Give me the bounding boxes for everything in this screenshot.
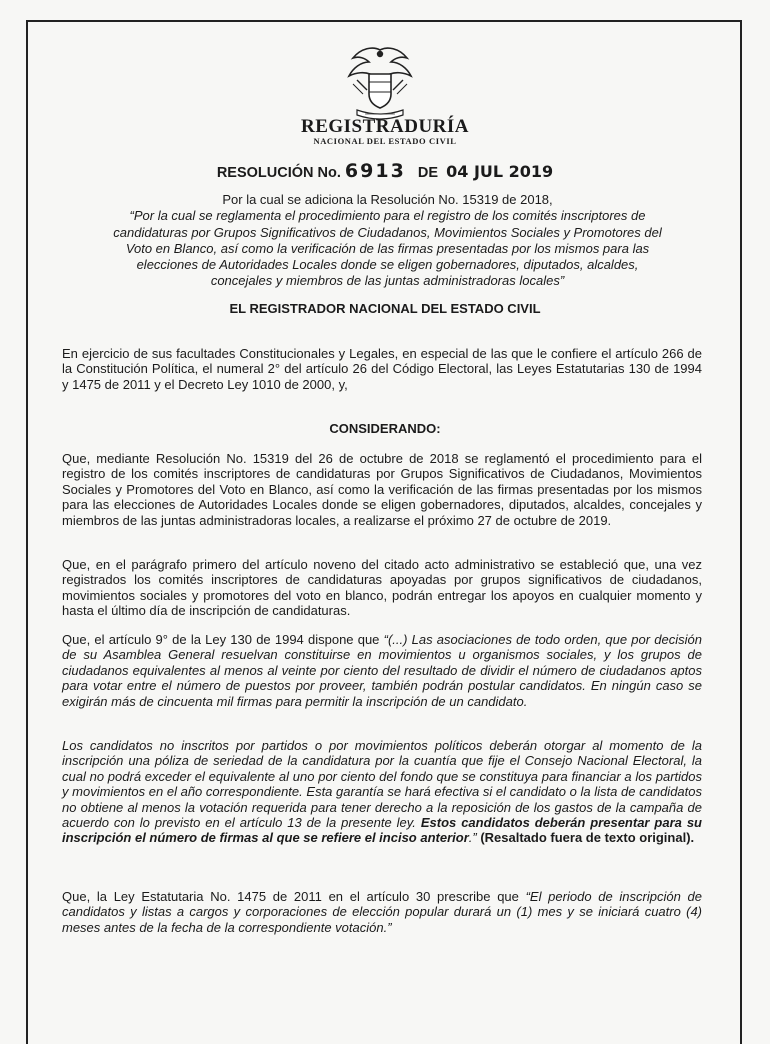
preamble-paragraph: En ejercicio de sus facultades Constitucionales y Legales, en especial de las que le confiere el artículo 266 de la Constitución Política, el numeral 2° del artículo 26 del Código Electoral, las Leyes Estatutarias 130 de 1994 y 1475 de 2011 y el Decreto Ley 1010 de 2000, y, <box>62 346 702 392</box>
resolution-date: 04 JUL 2019 <box>446 162 554 181</box>
resolution-line <box>0 160 770 182</box>
paragraph-3-intro: Que, el artículo 9° de la Ley 130 de 1994 dispone que <box>62 632 380 647</box>
paragraph-3 <box>62 632 702 709</box>
resolution-number: 6913 <box>344 160 406 182</box>
subject-intro: Por la cual se adiciona la Resolución No. 15319 de 2018, <box>222 192 553 207</box>
paragraph-4-bold: Estos candidatos deberán presentar para su inscripción el número de firmas al que se refiere el inciso anterior <box>62 815 702 846</box>
considerando-heading: CONSIDERANDO: <box>329 421 441 436</box>
issuer-heading: EL REGISTRADOR NACIONAL DEL ESTADO CIVIL <box>229 301 541 316</box>
paragraph-5-quote: “El periodo de inscripción de candidatos y listas a cargos y corporaciones de elección popular durará un (1) mes y se iniciará cuatro (4) meses antes de la fecha de la correspondiente votación.” <box>62 889 702 935</box>
coat-of-arms-icon <box>343 44 417 122</box>
paragraph-5 <box>62 889 702 935</box>
paragraph-5-intro: Que, la Ley Estatutaria No. 1475 de 2011 en el artículo 30 prescribe que <box>62 889 519 904</box>
paragraph-4 <box>62 738 702 846</box>
institution-subtitle: NACIONAL DEL ESTADO CIVIL <box>313 136 457 146</box>
paragraph-3-quote: “(...) Las asociaciones de todo orden, que por decisión de su Asamblea General resuelvan constituirse en movimientos u organismos sociales, y los grupos de ciudadanos equivalentes al menos al veinte por ciento del resultado de dividir el número de ciudadanos aptos para votar entre el número de puestos por proveer, también podrán postular candidatos. En ningún caso se exigirán más de cincuenta mil firmas para permitir la inscripción de un candidato. <box>62 632 702 709</box>
subject-quote: “Por la cual se reglamenta el procedimiento para el registro de los comités inscriptores de candidaturas por Grupos Significativos de Ciudadanos, Movimientos Sociales y Promotores del Voto en Blanco, así como la verificación de las firmas presentadas por los mismos para las elecciones de Autoridades Locales donde se eligen gobernadores, diputados, alcaldes, concejales y miembros de las juntas administradoras locales” <box>113 208 662 289</box>
paragraph-2: Que, en el parágrafo primero del artículo noveno del citado acto administrativo se estableció que, una vez registrados los comités inscriptores de candidaturas apoyadas por grupos significativos de ciudadanos, movimientos sociales y promotores del voto en blanco, podrán entregar los apoyos en cualquier momento y hasta el último día de inscripción de candidaturas. <box>62 557 702 619</box>
paragraph-4-close: .” <box>468 830 481 846</box>
institution-title: REGISTRADURÍA <box>300 116 470 137</box>
paragraph-4-note: (Resaltado fuera de texto original). <box>480 830 695 846</box>
paragraph-4-quote: Los candidatos no inscritos por partidos o por movimientos políticos deberán otorgar al momento de la inscripción una póliza de seriedad de la candidatura por la cuantía que fije el Consejo Nacional Electoral, la cual no podrá exceder el equivalente al uno por ciento del fondo que se constituya para financiar a los partidos y movimientos en el año correspondiente. Esta garantía se hará efectiva si el candidato o la lista de candidatos no obtiene al menos la votación requerida para tener derecho a la reposición de los gastos de la campaña de acuerdo con lo previsto en el artículo 13 de la presente ley. <box>62 738 702 831</box>
resolution-subject <box>105 192 670 290</box>
resolution-label: RESOLUCIÓN No. <box>216 165 341 181</box>
resolution-de: DE <box>417 165 439 181</box>
paragraph-1: Que, mediante Resolución No. 15319 del 26 de octubre de 2018 se reglamentó el procedimiento para el registro de los comités inscriptores de candidaturas por Grupos Significativos de Ciudadanos, Movimientos Sociales y Promotores del Voto en Blanco, así como la verificación de las firmas presentadas por los mismos para las elecciones de Autoridades Locales donde se eligen gobernadores, diputados, alcaldes, concejales y miembros de las juntas administradoras locales, a realizarse el próximo 27 de octubre de 2019. <box>62 451 702 528</box>
